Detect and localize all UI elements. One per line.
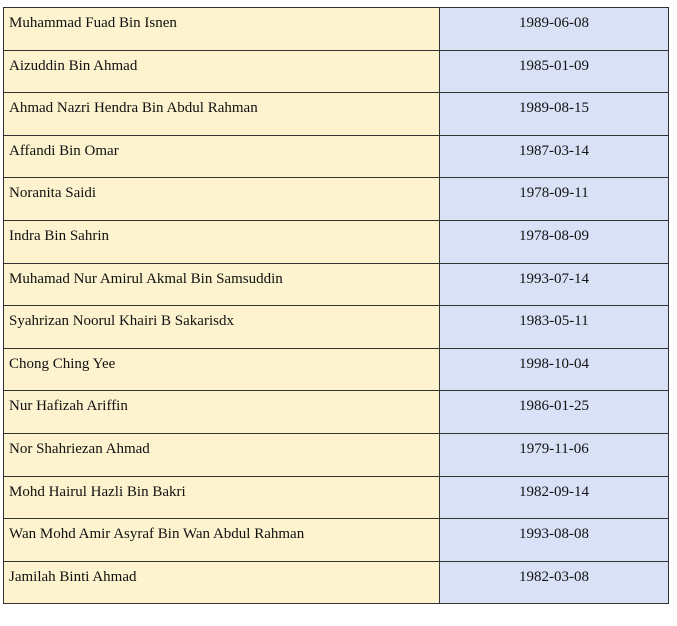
table-row <box>4 136 669 179</box>
table-row <box>4 519 669 562</box>
date-cell[interactable]: 1982-03-08 <box>440 562 669 604</box>
date-cell[interactable]: 1982-09-14 <box>440 477 669 519</box>
name-cell[interactable]: Indra Bin Sahrin <box>4 221 440 263</box>
table-row <box>4 306 669 349</box>
name-cell[interactable]: Affandi Bin Omar <box>4 136 440 178</box>
name-cell[interactable]: Syahrizan Noorul Khairi B Sakarisdx <box>4 306 440 348</box>
name-cell[interactable]: Muhammad Fuad Bin Isnen <box>4 8 440 50</box>
table-row <box>4 51 669 94</box>
name-cell[interactable]: Nor Shahriezan Ahmad <box>4 434 440 476</box>
table-row <box>4 349 669 392</box>
table-row <box>4 562 669 605</box>
name-cell[interactable]: Chong Ching Yee <box>4 349 440 391</box>
table-row <box>4 93 669 136</box>
date-cell[interactable]: 1989-08-15 <box>440 93 669 135</box>
names-dates-table <box>3 7 669 604</box>
date-cell[interactable]: 1978-08-09 <box>440 221 669 263</box>
table-row <box>4 221 669 264</box>
date-cell[interactable]: 1998-10-04 <box>440 349 669 391</box>
date-cell[interactable]: 1979-11-06 <box>440 434 669 476</box>
date-cell[interactable]: 1987-03-14 <box>440 136 669 178</box>
name-cell[interactable]: Muhamad Nur Amirul Akmal Bin Samsuddin <box>4 264 440 306</box>
name-cell[interactable]: Noranita Saidi <box>4 178 440 220</box>
date-cell[interactable]: 1986-01-25 <box>440 391 669 433</box>
table-row <box>4 434 669 477</box>
table-row <box>4 477 669 520</box>
date-cell[interactable]: 1993-08-08 <box>440 519 669 561</box>
name-cell[interactable]: Nur Hafizah Ariffin <box>4 391 440 433</box>
table-row <box>4 264 669 307</box>
date-cell[interactable]: 1985-01-09 <box>440 51 669 93</box>
date-cell[interactable]: 1989-06-08 <box>440 8 669 50</box>
table-row <box>4 178 669 221</box>
name-cell[interactable]: Wan Mohd Amir Asyraf Bin Wan Abdul Rahman <box>4 519 440 561</box>
name-cell[interactable]: Jamilah Binti Ahmad <box>4 562 440 604</box>
name-cell[interactable]: Mohd Hairul Hazli Bin Bakri <box>4 477 440 519</box>
name-cell[interactable]: Aizuddin Bin Ahmad <box>4 51 440 93</box>
date-cell[interactable]: 1978-09-11 <box>440 178 669 220</box>
date-cell[interactable]: 1993-07-14 <box>440 264 669 306</box>
table-row <box>4 391 669 434</box>
date-cell[interactable]: 1983-05-11 <box>440 306 669 348</box>
table-row <box>4 8 669 51</box>
name-cell[interactable]: Ahmad Nazri Hendra Bin Abdul Rahman <box>4 93 440 135</box>
